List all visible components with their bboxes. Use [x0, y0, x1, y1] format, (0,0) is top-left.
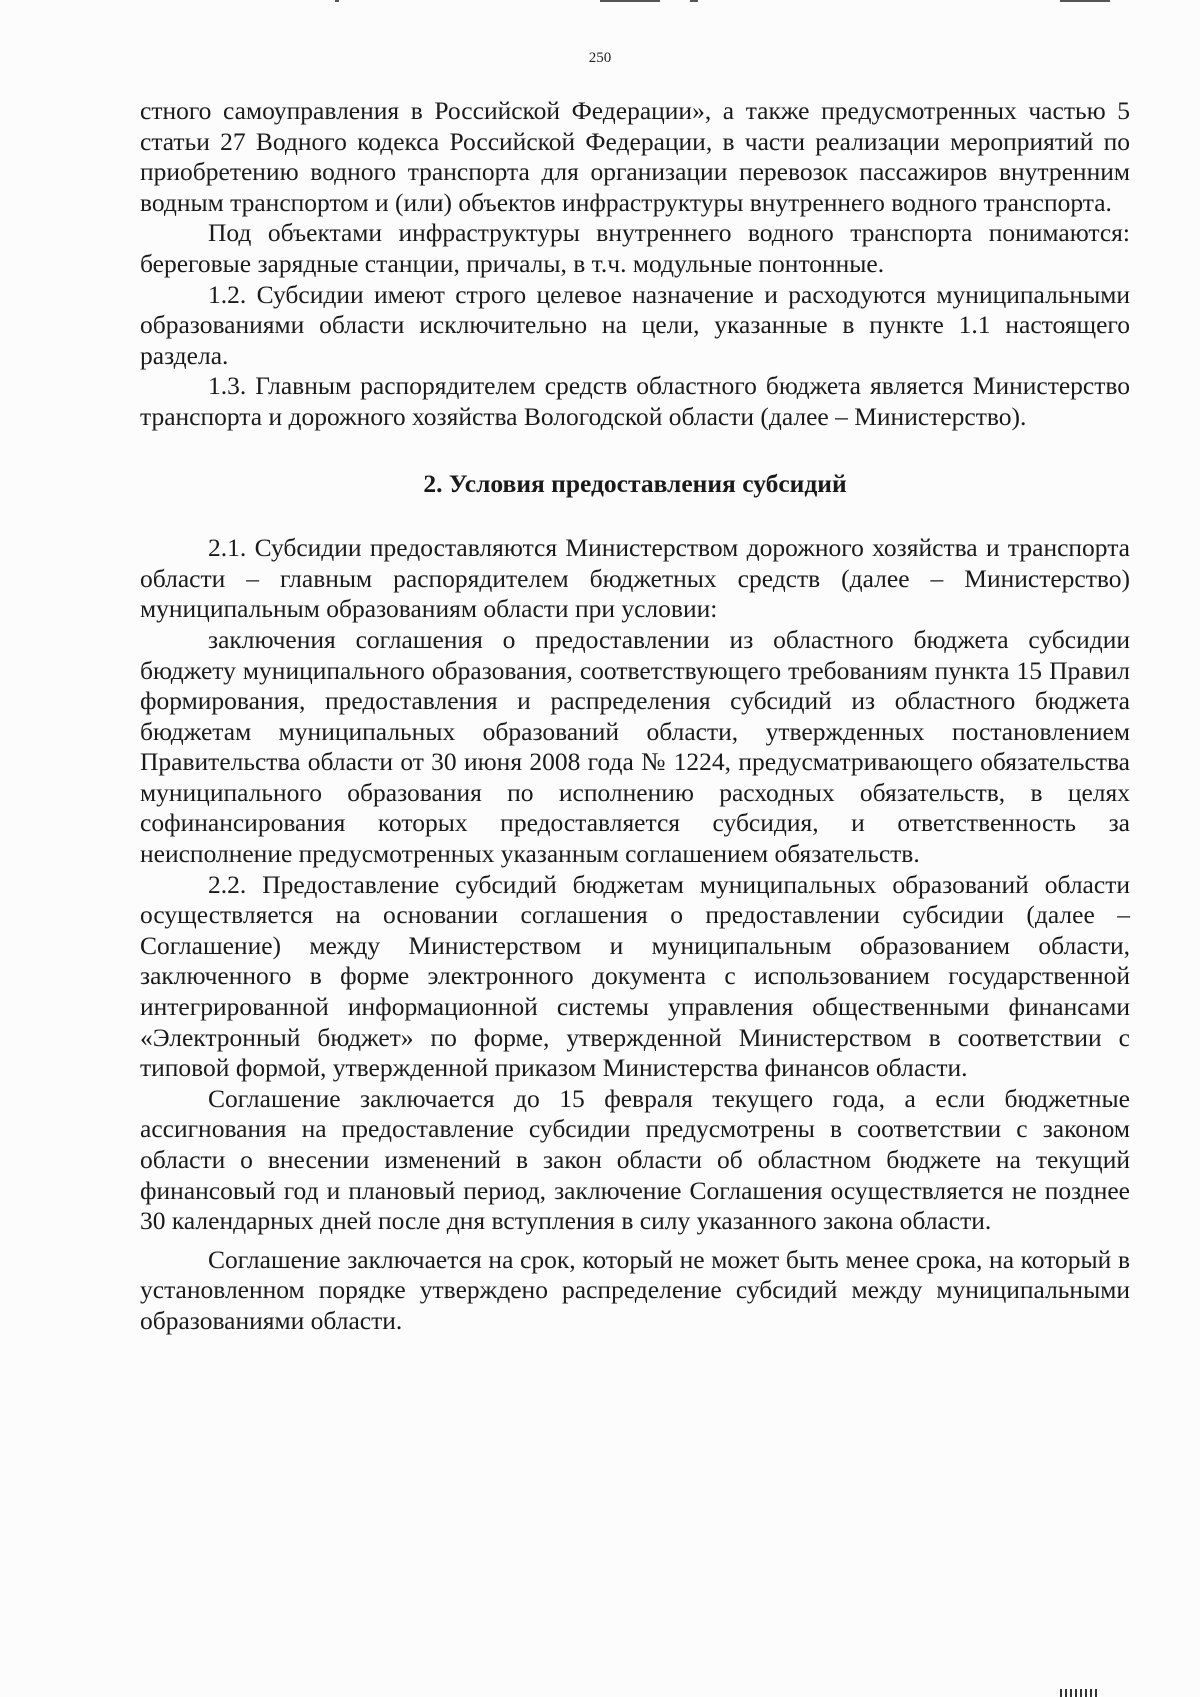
page-number: 250	[588, 50, 612, 66]
paragraph: 1.2. Субсидии имеют строго целевое назначение и расходуются муниципальными образованиями области исключительно на цели, указанные в пункте 1.1 настоящего раздела.	[140, 279, 1130, 370]
paragraph: 1.3. Главным распорядителем средств областного бюджета является Министерство транспорта и дорожного хозяйства Вологодской области (далее – Министерство).	[140, 371, 1130, 431]
paragraph: Под объектами инфраструктуры внутреннего водного транспорта понимаются: береговые зарядные станции, причалы, в т.ч. модульные понтонные.	[140, 218, 1130, 278]
paragraph-continuation: стного самоуправления в Российской Федерации», а также предусмотренных частью 5 статьи 27 Водного кодекса Российской Федерации, в части реализации мероприятий по приобретению водного транспорта для организации перевозок пассажиров внутренним водным транспортом и (или) объектов инфраструктуры внутреннего водного транспорта.	[140, 96, 1130, 217]
scan-artifact	[1060, 0, 1110, 2]
paragraph: заключения соглашения о предоставлении из областного бюджета субсидии бюджету муниципального образования, соответствующего требованиям пункта 15 Правил формирования, предоставления и распределения субсидий из областного бюджета бюджетам муниципальных образований области, утвержденных постановлением Правительства области от 30 июня 2008 года № 1224, предусматривающего обязательства муниципального образования по исполнению расходных обязательств, в целях софинансирования которых предоставляется субсидия, и ответственность за неисполнение предусмотренных указанным соглашением обязательств.	[140, 624, 1130, 869]
paragraph: 2.2. Предоставление субсидий бюджетам муниципальных образований области осуществляется на основании соглашения о предоставлении субсидии (далее – Соглашение) между Министерством и муниципальным образованием области, заключенного в форме электронного документа с использованием государственной интегрированной информационной системы управления общественными финансами «Электронный бюджет» по форме, утвержденной Министерством в соответствии с типовой формой, утвержденной приказом Министерства финансов области.	[140, 869, 1130, 1083]
scan-artifact	[335, 0, 339, 2]
scan-artifact	[600, 0, 660, 2]
scan-artifact	[690, 0, 698, 2]
scan-artifact	[1060, 1689, 1100, 1697]
document-body	[140, 96, 1130, 1337]
paragraph: 2.1. Субсидии предоставляются Министерством дорожного хозяйства и транспорта области – главным распорядителем бюджетных средств (далее – Министерство) муниципальным образованиям области при условии:	[140, 533, 1130, 624]
section-heading: 2. Условия предоставления субсидий	[423, 468, 847, 498]
paragraph: Соглашение заключается до 15 февраля текущего года, а если бюджетные ассигнования на предоставление субсидии предусмотрены в соответствии с законом области о внесении изменений в закон области об областном бюджете на текущий финансовый год и плановый период, заключение Соглашения осуществляется не позднее 30 календарных дней после дня вступления в силу указанного закона области.	[140, 1083, 1130, 1236]
paragraph: Соглашение заключается на срок, который не может быть менее срока, на который в установленном порядке утверждено распределение субсидий между муниципальными образованиями области.	[140, 1244, 1130, 1335]
